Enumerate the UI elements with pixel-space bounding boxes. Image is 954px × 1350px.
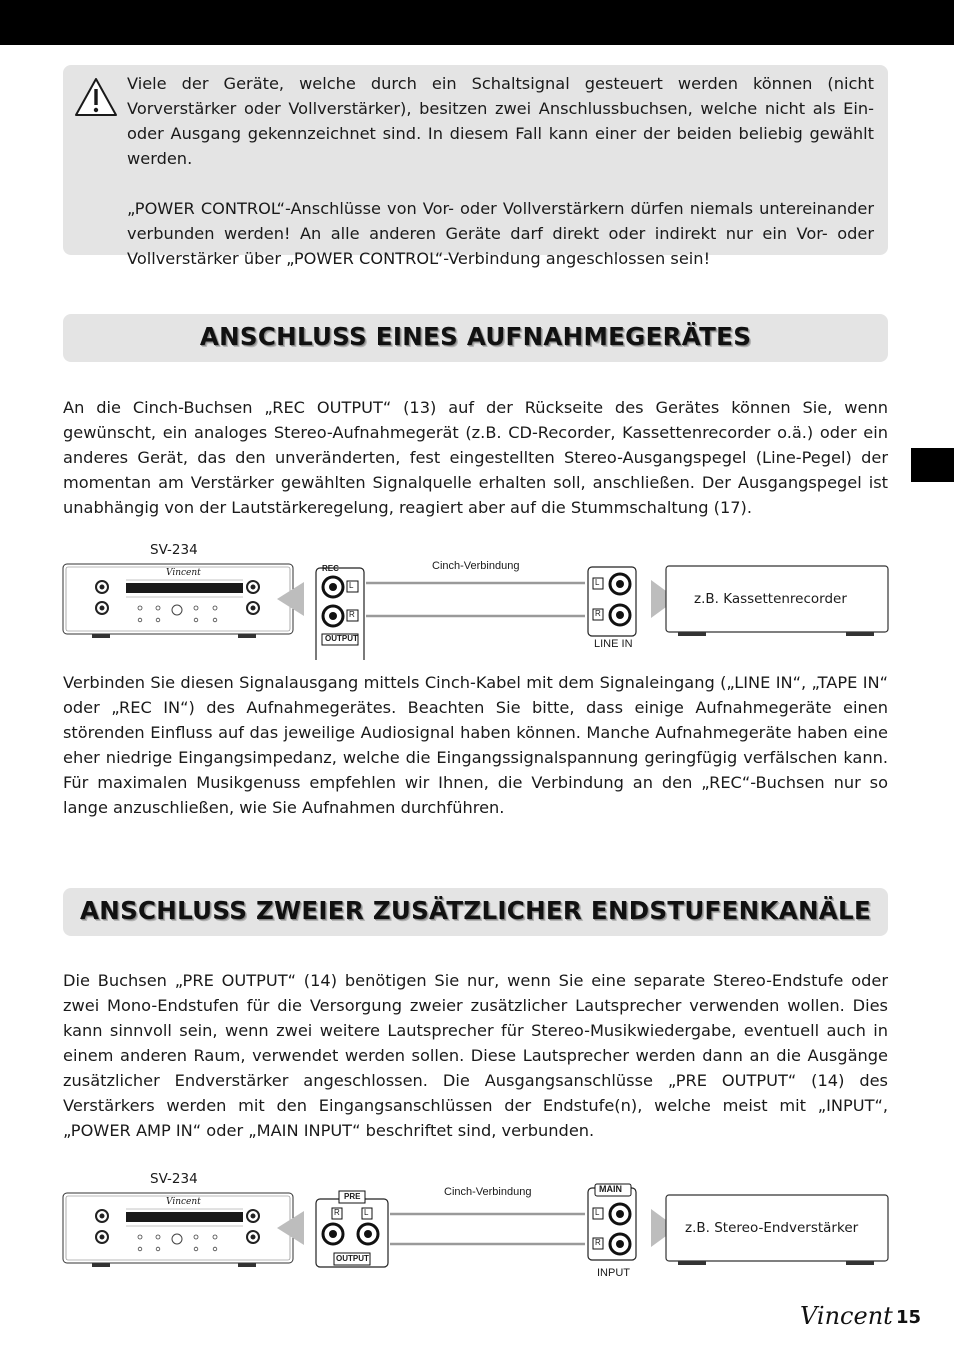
section-header bbox=[63, 314, 888, 362]
cable-label: Cinch-Verbindung bbox=[432, 560, 520, 572]
warning-box bbox=[63, 65, 888, 268]
amplifier-brand: Vincent bbox=[166, 568, 201, 578]
warning-icon bbox=[74, 77, 118, 117]
body-paragraph: Die Buchsen „PRE OUTPUT“ (14) benötigen Sie nur, wenn Sie eine separate Stereo-Endstufe oder zwei Mono-Endstufen für die Versorgung zweier zusätzlicher Lautsprecher verwenden wollen. Dies kann sinnvoll sein, wenn zwei weitere Lautsprecher für Stereo-Musikwiedergabe, eventuell auch in einem anderen Raum, verwendet werden sollen. Diese Lautsprecher werden dann an die Ausgänge zusätzlicher Endverstärker angeschlossen. Die Ausgangsanschlüsse „PRE OUTPUT“ (14) des Verstärkers werden mit den Eingangsanschlüssen der Endstufe(n), welche meist mit „INPUT“, „POWER AMP IN“ oder „MAIN INPUT“ beschriftet sind, verbunden. bbox=[63, 971, 888, 1140]
output-jack-panel bbox=[316, 568, 364, 660]
target-device-label: z.B. Stereo-Endverstärker bbox=[685, 1220, 859, 1236]
right-channel-label: R bbox=[595, 1238, 601, 1247]
output-bottom-label: OUTPUT bbox=[336, 1254, 369, 1263]
warning-text bbox=[127, 71, 874, 296]
input-bottom-label: LINE IN bbox=[594, 638, 633, 650]
left-channel-label: L bbox=[364, 1208, 369, 1217]
section-title: ANSCHLUSS ZWEIER ZUSÄTZLICHER ENDSTUFENKANÄLE bbox=[80, 896, 871, 925]
input-jack-panel bbox=[588, 1184, 636, 1260]
chapter-tab-marker bbox=[911, 448, 954, 482]
body-paragraph: An die Cinch-Buchsen „REC OUTPUT“ (13) auf der Rückseite des Gerätes können Sie, wenn gewünscht, ein analoges Stereo-Aufnahmegerät (z.B. CD-Recorder, Kassettenrecorder o.ä.) oder ein anderes Gerät, das den unveränderten, fest eingestellten Stereo-Ausgangspegel (Line-Pegel) der momentan am Verstärker gewählten Signalquelle erhalten soll, anschließen. Der Ausgangspegel ist unabhängig von der Lautstärkeregelung, reagiert aber auf die Stummschaltung (17). bbox=[63, 398, 888, 517]
section-header bbox=[63, 888, 888, 936]
left-channel-label: L bbox=[595, 578, 600, 587]
output-top-label: REC bbox=[322, 564, 339, 573]
right-channel-label: R bbox=[595, 609, 601, 618]
body-paragraph: Verbinden Sie diesen Signalausgang mittels Cinch-Kabel mit dem Signaleingang („LINE IN“, „TAPE IN“ oder „REC IN“) des Aufnahmegerätes. Beachten Sie bitte, dass einige Aufnahmegeräte einen störenden Einfluss auf das jeweilige Audiosignal haben können. Manche Aufnahmegeräte haben eine eher niedrige Eingangsimpedanz, welche die Eingangssignalspannung geringfügig verfälschen kann. Für maximalen Musikgenuss empfehlen wir Ihnen, die Verbindung an den „REC“-Buchsen nur so lange anzuschließen, wie Sie Aufnahmen durchführen. bbox=[63, 673, 888, 817]
warning-paragraph: „POWER CONTROL“-Anschlüsse von Vor- oder Vollverstärkern dürfen niemals untereinander verbunden werden! An alle anderen Geräte darf direkt oder indirekt nur ein Vor- oder Vollverstärker über „POWER CONTROL“-Verbindung angeschlossen sein! bbox=[127, 199, 874, 268]
right-channel-label: R bbox=[349, 610, 355, 619]
section-title: ANSCHLUSS EINES AUFNAHMEGERÄTES bbox=[199, 322, 752, 351]
footer-brand-logo: Vincent bbox=[800, 1302, 893, 1330]
cable-label: Cinch-Verbindung bbox=[444, 1186, 532, 1198]
page-number: 15 bbox=[896, 1307, 922, 1328]
input-bottom-label: INPUT bbox=[597, 1267, 630, 1279]
output-bottom-label: OUTPUT bbox=[325, 634, 358, 643]
source-device-label: SV-234 bbox=[150, 1171, 198, 1187]
input-top-label: MAIN bbox=[599, 1184, 622, 1194]
output-top-label: PRE bbox=[344, 1192, 361, 1201]
right-channel-label: R bbox=[334, 1208, 340, 1217]
amplifier-brand: Vincent bbox=[166, 1197, 201, 1207]
header-bar bbox=[0, 0, 954, 45]
warning-paragraph: Viele der Geräte, welche durch ein Schaltsignal gesteuert werden können (nicht Vorverstärker oder Vollverstärker), besitzen zwei Anschlussbuchsen, welche nicht als Ein- oder Ausgang gekennzeichnet sind. In diesem Fall kann einer der beiden beliebig gewählt werden. bbox=[127, 74, 874, 168]
left-channel-label: L bbox=[595, 1208, 600, 1217]
left-channel-label: L bbox=[349, 581, 354, 590]
source-device-label: SV-234 bbox=[150, 542, 198, 558]
target-device-label: z.B. Kassettenrecorder bbox=[694, 591, 847, 607]
